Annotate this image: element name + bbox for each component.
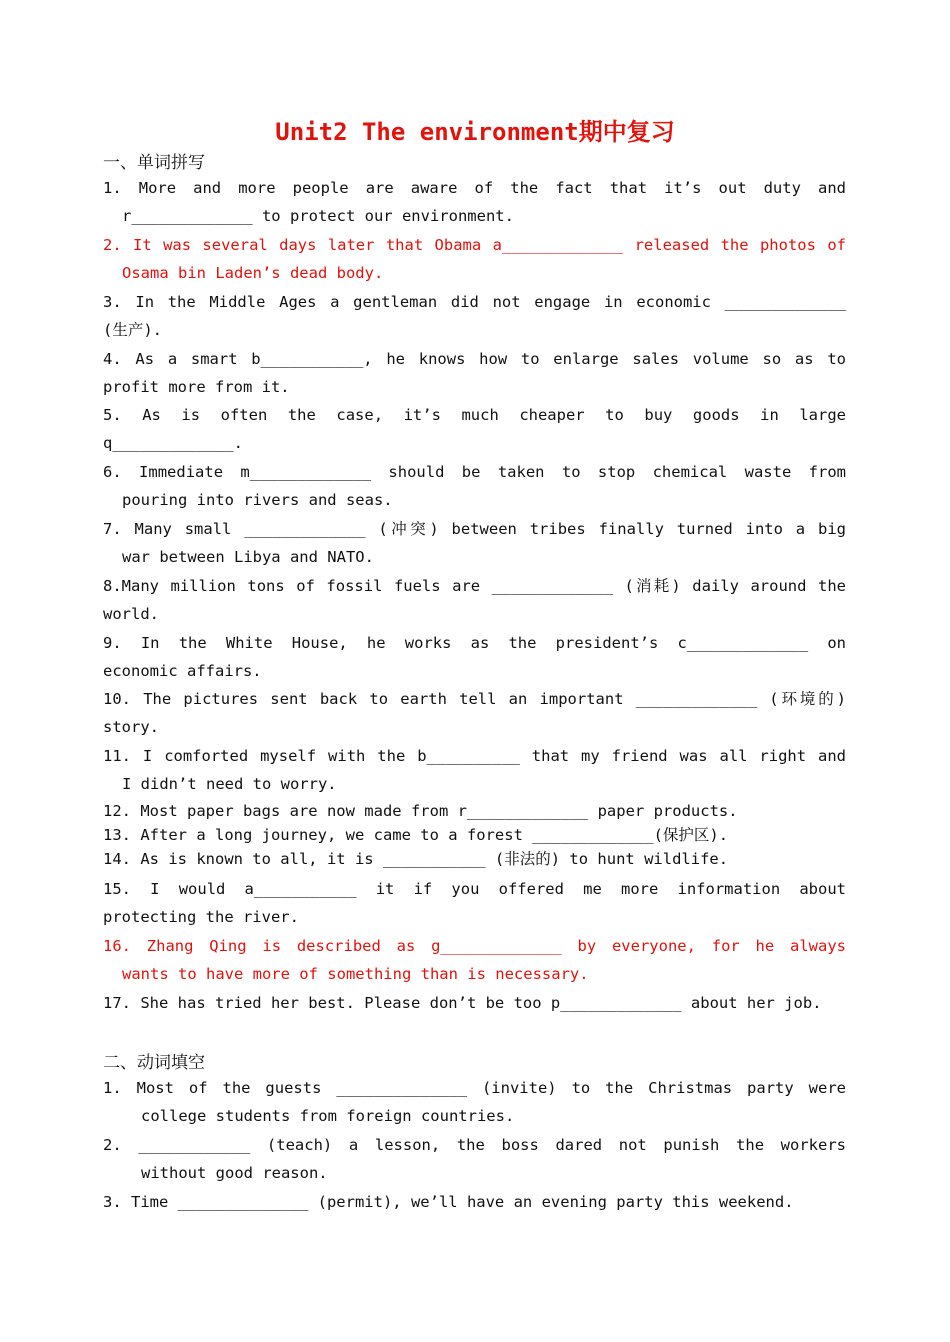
exercise-line: 11. I comforted myself with the b__________ that my friend was all right and <box>103 747 846 765</box>
exercise-line: 4. As a smart b___________, he knows how to enlarge sales volume so as to <box>103 350 846 368</box>
exercise-line: 8.Many million tons of fossil fuels are _____________ (消耗) daily around the <box>103 577 846 595</box>
exercise-line: profit more from it. <box>103 378 290 397</box>
exercise-line: protecting the river. <box>103 908 299 927</box>
exercise-item-1 <box>103 174 846 231</box>
exercise-line: 15. I would a___________ it if you offered me more information about <box>103 880 846 898</box>
section-heading-verbs: 二、动词填空 <box>103 1053 205 1073</box>
exercise-item-10 <box>103 685 846 742</box>
exercise-line: 5. As is often the case, it’s much cheaper to buy goods in large <box>103 406 846 424</box>
exercise-line: 9. In the White House, he works as the president’s c_____________ on <box>103 634 846 652</box>
exercise-line: 3. In the Middle Ages a gentleman did not engage in economic _____________ <box>103 293 846 311</box>
exercise-item-8 <box>103 572 846 629</box>
exercise-item-11 <box>103 742 846 799</box>
exercise-line: college students from foreign countries. <box>141 1107 515 1126</box>
exercise-line: 17. She has tried her best. Please don’t be too p_____________ about her job. <box>103 994 822 1012</box>
exercise-line: war between Libya and NATO. <box>122 548 374 567</box>
exercise-line: Osama bin Laden’s dead body. <box>122 264 384 283</box>
exercise-line: q_____________. <box>103 434 243 453</box>
verb-item-2 <box>103 1131 846 1188</box>
exercise-line: 10. The pictures sent back to earth tell an important _____________ (环境的) <box>103 690 846 708</box>
exercise-item-3 <box>103 288 846 345</box>
exercise-line: 7. Many small _____________ (冲突) between tribes finally turned into a big <box>103 520 846 538</box>
exercise-line: 13. After a long journey, we came to a forest _____________(保护区). <box>103 826 729 844</box>
exercise-line: story. <box>103 718 159 737</box>
exercise-line: pouring into rivers and seas. <box>122 491 393 510</box>
exercise-line: world. <box>103 605 159 624</box>
exercise-line: 6. Immediate m_____________ should be taken to stop chemical waste from <box>103 463 846 481</box>
exercise-line: economic affairs. <box>103 662 262 681</box>
exercise-line: 3. Time ______________ (permit), we’ll have an evening party this weekend. <box>103 1193 794 1211</box>
exercise-line: I didn’t need to worry. <box>122 775 337 794</box>
exercise-line: 2. ____________ (teach) a lesson, the boss dared not punish the workers <box>103 1136 846 1154</box>
exercise-line: without good reason. <box>141 1164 328 1183</box>
page-title: Unit2 The environment期中复习 <box>275 118 675 146</box>
exercise-item-7 <box>103 515 846 572</box>
exercise-item-17 <box>103 989 846 1017</box>
exercise-line: 2. It was several days later that Obama a_____________ released the photos of <box>103 236 846 254</box>
exercise-item-5 <box>103 401 846 458</box>
exercise-item-9 <box>103 629 846 686</box>
exercise-line: 1. Most of the guests ______________ (invite) to the Christmas party were <box>103 1079 846 1097</box>
exercise-item-16 <box>103 932 846 989</box>
exercise-line: 12. Most paper bags are now made from r_____________ paper products. <box>103 802 738 820</box>
exercise-line: r_____________ to protect our environment. <box>122 207 514 226</box>
verb-item-3 <box>103 1188 846 1216</box>
exercise-line: 1. More and more people are aware of the fact that it’s out duty and <box>103 179 846 197</box>
section-heading-spelling: 一、单词拼写 <box>103 153 205 173</box>
exercise-item-2 <box>103 231 846 288</box>
exercise-line: 16. Zhang Qing is described as g_____________ by everyone, for he always <box>103 937 846 955</box>
exercise-item-13 <box>103 823 846 847</box>
exercise-line: (生产). <box>103 321 162 340</box>
exercise-item-12 <box>103 799 846 823</box>
exercise-item-4 <box>103 345 846 402</box>
verb-item-1 <box>103 1074 846 1131</box>
exercise-item-14 <box>103 847 846 871</box>
exercise-line: wants to have more of something than is necessary. <box>122 965 589 984</box>
exercise-item-15 <box>103 875 846 932</box>
exercise-item-6 <box>103 458 846 515</box>
exercise-line: 14. As is known to all, it is ___________ (非法的) to hunt wildlife. <box>103 850 729 868</box>
